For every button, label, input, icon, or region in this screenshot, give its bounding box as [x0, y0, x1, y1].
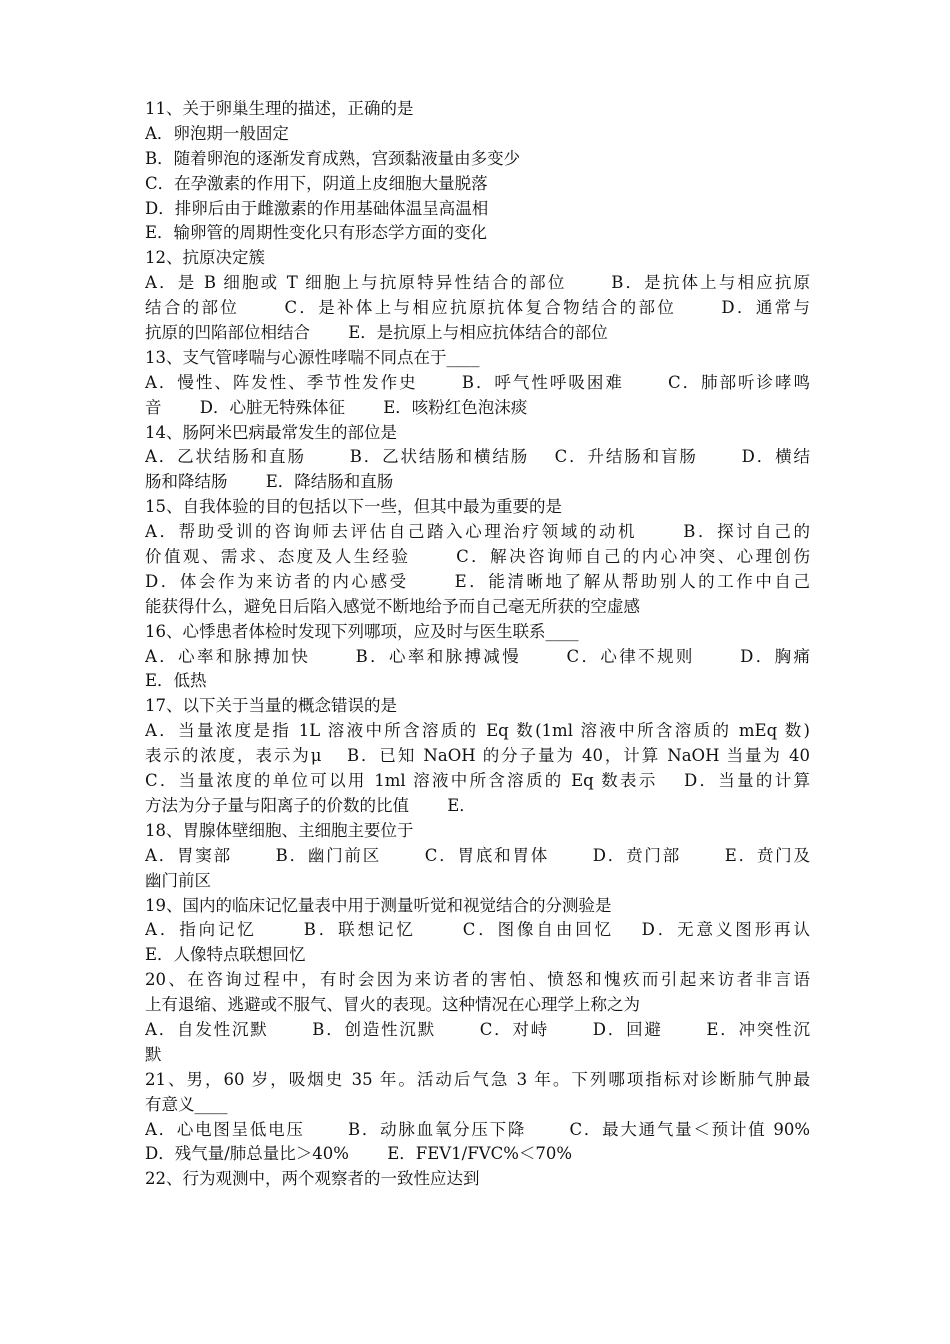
text-line: 17、以下关于当量的概念错误的是 — [145, 696, 397, 716]
text-line: D．残气量/肺总量比＞40% E．FEV1/FVC%＜70% — [145, 1144, 573, 1164]
text-line: 13、支气管哮喘与心源性哮喘不同点在于____ — [145, 347, 480, 367]
text-line: A．胃窦部 B．幽门前区 C．胃底和胃体 D．贲门部 E．贲门及 — [145, 845, 810, 865]
text-line: 21、男，60 岁，吸烟史 35 年。活动后气急 3 年。下列哪项指标对诊断肺气肿最 — [145, 1069, 810, 1089]
text-line: 肠和降结肠 E．降结肠和直肠 — [145, 472, 394, 492]
text-line: A．当量浓度是指 1L 溶液中所含溶质的 Eq 数(1ml 溶液中所含溶质的 mEq 数) — [145, 721, 810, 741]
text-line: A．卵泡期一般固定 — [145, 123, 289, 143]
text-line: 16、心悸患者体检时发现下列哪项，应及时与医生联系____ — [145, 621, 579, 641]
text-line: C．在孕激素的作用下，阴道上皮细胞大量脱落 — [145, 173, 488, 193]
text-line: 上有退缩、逃避或不服气、冒火的表现。这种情况在心理学上称之为 — [145, 995, 640, 1015]
text-line: 15、自我体验的目的包括以下一些，但其中最为重要的是 — [145, 497, 562, 517]
text-line: 音 D．心脏无特殊体征 E．咳粉红色泡沫痰 — [145, 397, 528, 417]
text-line: A．慢性、阵发性、季节性发作史 B．呼气性呼吸困难 C．肺部听诊哮鸣 — [145, 372, 810, 392]
text-line: B．随着卵泡的逐渐发育成熟，宫颈黏液量由多变少 — [145, 148, 521, 168]
text-line: E．低热 — [145, 671, 207, 691]
text-line: A．心率和脉搏加快 B．心率和脉搏减慢 C．心律不规则 D．胸痛 — [145, 646, 810, 666]
text-line: 默 — [145, 1044, 162, 1064]
document-page — [145, 97, 810, 1192]
text-line: C．当量浓度的单位可以用 1ml 溶液中所含溶质的 Eq 数表示 D．当量的计算 — [145, 771, 810, 791]
text-line: 方法为分子量与阳离子的价数的比值 E． — [145, 795, 476, 815]
text-line: 12、抗原决定簇 — [145, 248, 265, 268]
text-line: D．排卵后由于雌激素的作用基础体温呈高温相 — [145, 198, 489, 218]
text-line: 18、胃腺体壁细胞、主细胞主要位于 — [145, 820, 414, 840]
text-line: 幽门前区 — [145, 870, 211, 890]
text-line: 19、国内的临床记忆量表中用于测量听觉和视觉结合的分测验是 — [145, 895, 612, 915]
text-line: A．乙状结肠和直肠 B．乙状结肠和横结肠 C．升结肠和盲肠 D．横结 — [145, 447, 810, 467]
text-line: E．人像特点联想回忆 — [145, 945, 306, 965]
text-line: 11、关于卵巢生理的描述，正确的是 — [145, 99, 414, 118]
text-line: 抗原的凹陷部位相结合 E．是抗原上与相应抗体结合的部位 — [145, 323, 608, 343]
text-line: 结合的部位 C．是补体上与相应抗原抗体复合物结合的部位 D．通常与 — [145, 298, 810, 318]
text-line: 有意义____ — [145, 1094, 228, 1114]
text-line: 表示的浓度，表示为μ B．已知 NaOH 的分子量为 40，计算 NaOH 当量为 40 — [145, 746, 810, 766]
text-line: E．输卵管的周期性变化只有形态学方面的变化 — [145, 223, 488, 243]
text-line: A．指向记忆 B．联想记忆 C．图像自由回忆 D．无意义图形再认 — [145, 920, 810, 940]
text-line: A．是 B 细胞或 T 细胞上与抗原特异性结合的部位 B．是抗体上与相应抗原 — [145, 273, 810, 293]
text-line: A．帮助受训的咨询师去评估自己踏入心理治疗领域的动机 B．探讨自己的 — [145, 522, 810, 542]
text-line: 14、肠阿米巴病最常发生的部位是 — [145, 422, 397, 442]
text-line: 价值观、需求、态度及人生经验 C．解决咨询师自己的内心冲突、心理创伤 — [145, 547, 810, 567]
text-line: A．心电图呈低电压 B．动脉血氧分压下降 C．最大通气量＜预计值 90% — [145, 1119, 810, 1139]
text-line: D．体会作为来访者的内心感受 E．能清晰地了解从帮助别人的工作中自己 — [145, 571, 810, 591]
text-line: 20、在咨询过程中，有时会因为来访者的害怕、愤怒和愧疚而引起来访者非言语 — [145, 970, 810, 990]
text-line: 能获得什么，避免日后陷入感觉不断地给予而自己毫无所获的空虚感 — [145, 596, 640, 616]
text-line: 22、行为观测中，两个观察者的一致性应达到 — [145, 1169, 480, 1189]
text-line: A．自发性沉默 B．创造性沉默 C．对峙 D．回避 E．冲突性沉 — [145, 1019, 810, 1039]
